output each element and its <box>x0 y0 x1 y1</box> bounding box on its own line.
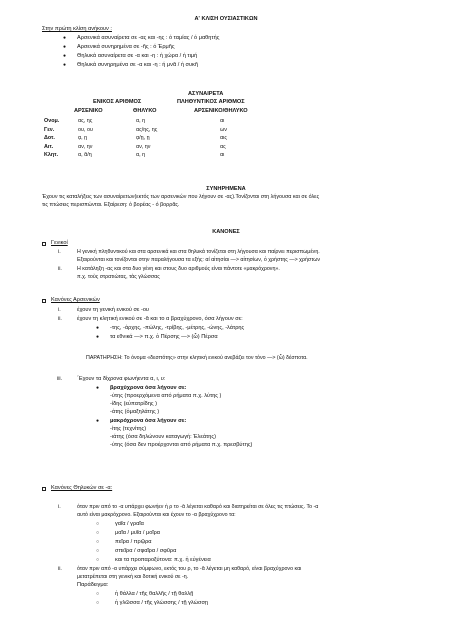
rule-text: -ύτης (προερχόμενα από ρήματα π.χ. λύτης ) <box>110 393 222 399</box>
case-label: Ονομ. <box>44 118 60 124</box>
rule-text: -ίδης (εὐπατρίδης ) <box>110 401 157 407</box>
bullet-dot: ● <box>63 53 67 59</box>
rule-text: Η γενική πληθυντικού και στα αρσενικά και στα θηλυκά τονίζεται στη λήγουσα και παίρνει περισπωμένη. <box>77 249 320 255</box>
mascfem-header: ΑΡΣΕΝΙΚΟ/ΘΗΛΥΚΟ <box>194 108 248 114</box>
contracted-heading: ΣΥΝΗΡΗΜΕΝΑ <box>206 186 246 192</box>
rule-text: έχουν τη γενική ενικού σε -ου <box>77 307 149 313</box>
bullet-dot: ● <box>96 385 100 391</box>
bullet-dot: ● <box>63 35 67 41</box>
rule-text: ΄Εχουν τα δίχρονα φωνήεντα α, ι, υ: <box>77 376 166 382</box>
rule-text: π.χ. τοὺς στρατιώτας, τὰς γλώσσας <box>77 274 160 280</box>
list-numeral: ii. <box>58 566 62 572</box>
page-title: Α' ΚΛΙΣΗ ΟΥΣΙΑΣΤΙΚΩΝ <box>194 16 258 22</box>
list-item: σπεῖρα / σφαῖρα / σφῦρα <box>115 548 177 554</box>
plural-ending: ας <box>220 143 226 150</box>
list-item: πεῖρα / πρῷρα <box>115 539 152 545</box>
list-item: γαῖα / γραῖα <box>115 521 144 527</box>
bullet-circle: ○ <box>96 600 100 606</box>
rule-text: -ίτης (τεχνίτης) <box>110 426 147 432</box>
fem-ending: αν, ην <box>136 143 151 150</box>
bullet-dot: ● <box>96 418 100 424</box>
fem-ending: ᾳ/ῃ, ῃ <box>136 135 150 142</box>
bullet-circle: ○ <box>96 557 100 563</box>
declension-table <box>44 117 227 160</box>
rule-text: Εξαιρούνται και τονίζονται στην παραλήγουσα τα εξής: αί αἰτησίαι —> αἰτησίων, ὁ χρήστης —> χρήστων <box>77 257 320 263</box>
list-numeral: i. <box>58 249 61 255</box>
rule-text: μετατρέπεται στη γενική και δοτική ενικού σε -η. <box>77 574 189 580</box>
bullet-circle: ○ <box>96 530 100 536</box>
table-heading: ΑΣΥΝΑΙΡΕΤΑ <box>188 91 224 97</box>
rule-text: όταν πριν από το -α υπάρχει φωνήεν ή ρ το -ᾱ λέγεται καθαρό και διατηρείται σε όλες τις πτώσεις. Το -α <box>77 504 319 510</box>
rule-text: βραχύχρονα όσα λήγουν σε: <box>110 385 187 391</box>
fem-ending: α, η <box>136 118 146 124</box>
contracted-text: τις πτώσεις περισπώνται. Εξαίρεση: ό βορέας - ό βορρᾶς. <box>42 202 180 208</box>
singular-header: ΕΝΙΚΟΣ ΑΡΙΘΜΟΣ <box>93 99 142 105</box>
rule-text: μακρόχρονα όσα λήγουν σε: <box>110 418 187 424</box>
intro-heading: Στην πρώτη κλίση ανήκουν : <box>42 26 112 32</box>
plural-ending: αις <box>220 135 227 142</box>
intro-item: Αρσενικά ασυναίρετα σε -ας και -ης : ό ταμίας / ό μαθητής <box>77 35 220 41</box>
plural-ending: ων <box>220 126 227 133</box>
general-rules-title: Γενικοί <box>51 240 68 246</box>
case-label: Αιτ. <box>44 143 54 150</box>
fem-header: ΘΗΛΥΚΟ <box>133 108 157 114</box>
fem-rules-title: Κανόνες Θηλυκών σε -α: <box>51 485 113 491</box>
table-row <box>44 143 227 152</box>
checkbox-icon <box>42 242 46 246</box>
list-item: μαῖα / μυῖα / μοῖρα <box>115 530 161 536</box>
bullet-dot: ● <box>96 334 100 340</box>
masc-ending: ᾳ, ῃ <box>78 135 88 142</box>
masc-ending: αν, ην <box>78 143 93 150</box>
rule-text: -ύτης (όσα δεν προέρχονται από ρήματα π.χ. πρεσβύτης) <box>110 442 253 448</box>
rule-text: Παράδειγμα: <box>77 582 109 588</box>
intro-item: Αρσενικά συνηρημένα σε -ῆς : ό Έρμῆς <box>77 44 175 50</box>
case-label: Δοτ. <box>44 135 55 142</box>
list-item: και τα προπαροξύτονα: π.χ. ἡ εὐγένεια <box>115 557 211 563</box>
list-numeral: ii. <box>58 266 62 272</box>
plural-ending: αι <box>220 118 225 124</box>
masc-ending: ας, ης <box>78 118 93 124</box>
contracted-text: Έχουν τις καταλήξεις των ασυναίρετων(εκτός των αρσενικών που λήγουν σε -ας).Τονίζονται στη λήγουσα και σε όλες <box>42 194 320 200</box>
rule-text: τα εθνικά —> π.χ. ὁ Πέρσης —> (ὦ) Πέρσα <box>110 334 218 340</box>
list-numeral: i. <box>58 307 61 313</box>
rule-text: -της, -άρχης, -πώλης, -τρίβης, -μέτρης, -ώνης, -λάτρης <box>110 325 245 331</box>
fem-ending: α, η <box>136 152 146 159</box>
list-numeral: i. <box>58 504 61 510</box>
bullet-circle: ○ <box>96 548 100 554</box>
bullet-circle: ○ <box>96 521 100 527</box>
rule-text: -άτης (ὀμαξηλάτης ) <box>110 409 160 415</box>
bullet-dot: ● <box>63 62 67 68</box>
rules-heading: ΚΑΝΟΝΕΣ <box>212 229 240 235</box>
bullet-circle: ○ <box>96 539 100 545</box>
rule-text: έχουν τη κλητική ενικού σε -ᾰ και το α βραχύχρονο, όσα λήγουν σε: <box>77 316 243 322</box>
masc-rules-title: Κανόνες Αρσενικών <box>51 297 100 303</box>
list-numeral: ii. <box>58 316 62 322</box>
plural-ending: αι <box>220 152 225 159</box>
checkbox-icon <box>42 299 46 303</box>
checkbox-icon <box>42 487 46 491</box>
bullet-circle: ○ <box>96 591 100 597</box>
bullet-dot: ● <box>63 44 67 50</box>
case-label: Γεν. <box>44 126 55 133</box>
table-row <box>44 117 227 126</box>
table-row <box>44 126 227 135</box>
rule-text: όταν πριν από -α υπάρχει σύμφωνο, εκτός του ρ, το -ᾰ λέγεται μη καθαρό, είναι βραχύχρονο και <box>77 566 302 572</box>
bullet-dot: ● <box>96 325 100 331</box>
rule-text: αυτό είναι μακρόχρονο. Εξαιρούνται και έχουν το -α βραχύχρονο τα: <box>77 512 236 518</box>
case-label: Κλητ. <box>44 152 59 159</box>
list-numeral: iii. <box>57 376 63 382</box>
table-row <box>44 134 227 143</box>
rule-text: -ιάτης (όσα δηλώνουν καταγωγή: Ἐλεάτης) <box>110 434 216 440</box>
masc-ending: ου, ου <box>78 126 93 133</box>
list-item: ἡ γλῶσσα / τῆς γλώσσης / τῇ γλώσσῃ <box>115 600 209 606</box>
intro-item: Θηλυκά ασυναίρετα σε -α και -η : ή χώρα / ή τιμή <box>77 53 198 59</box>
table-row <box>44 151 227 160</box>
plural-header: ΠΛΗΘΥΝΤΙΚΟΣ ΑΡΙΘΜΟΣ <box>177 99 245 105</box>
list-item: ἡ θάλλα / τῆς θαλλῆς / τῇ θαλλῇ <box>115 591 194 597</box>
masc-ending: α, ᾶ/η <box>78 152 92 159</box>
observation-note: ΠΑΡΑΤΗΡΗΣΗ: Το όνομα «δεσπότης» στην κλητική ενικού ανεβάζει τον τόνο —> (ὦ) δέσποτα. <box>86 355 308 361</box>
intro-item: Θηλυκά συνηρημένα σε -α και -η : ή μνᾶ / ή συκῆ <box>77 62 198 68</box>
masc-header: ΑΡΣΕΝΙΚΟ <box>74 108 103 114</box>
rule-text: Η κατάληξη -ας και στα δυο γένη και στους δυο αριθμούς είναι πάντοτε «μακρόχρονη». <box>77 266 280 272</box>
fem-ending: ας/ης, ης <box>136 126 158 133</box>
